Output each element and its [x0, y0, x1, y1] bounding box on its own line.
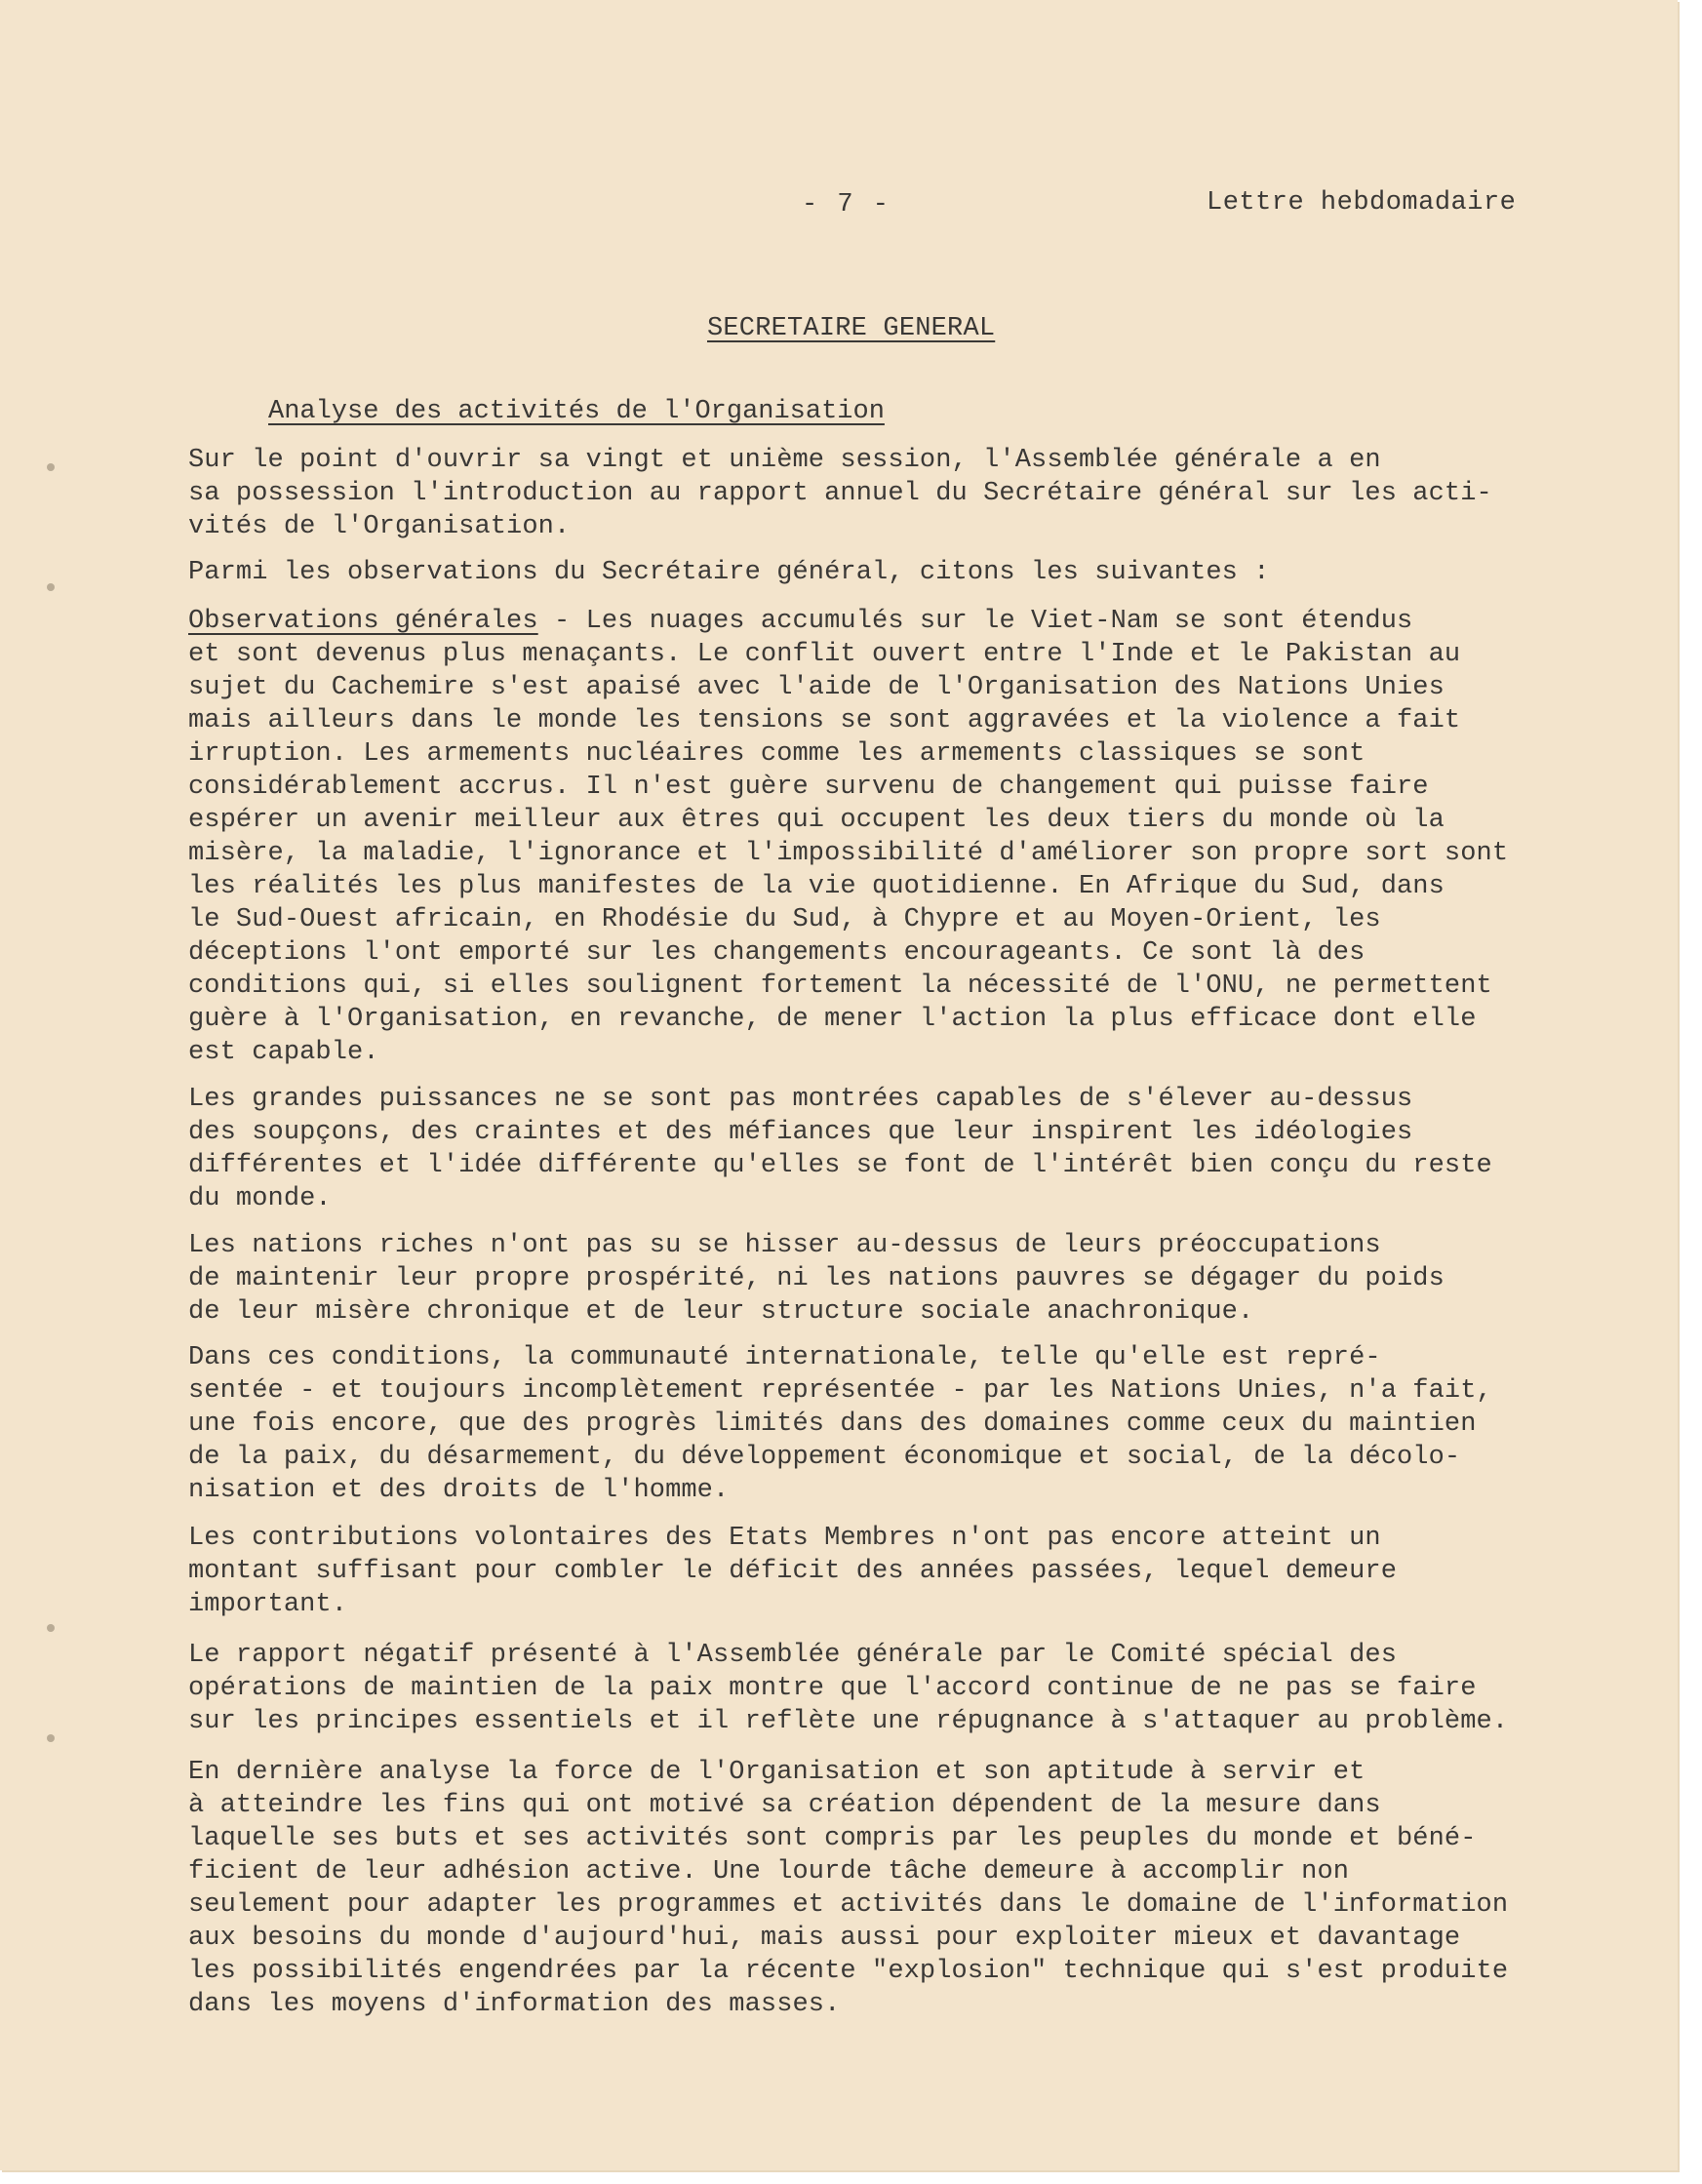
paragraph-rich-nations: Les nations riches n'ont pas su se hisser au-dessus de leurs préoccupations de maintenir leur propre prospérité, ni les nations pauvres se dégager du poids de leur misère chronique et de leur structure sociale anachronique.: [188, 1231, 1445, 1327]
general-observations-heading: Observations générales: [188, 607, 538, 636]
running-header: Lettre hebdomadaire: [1207, 188, 1517, 218]
section-title: SECRETAIRE GENERAL: [707, 314, 996, 343]
paragraph-great-powers: Les grandes puissances ne se sont pas montrées capables de s'élever au-dessus des soupçons, des craintes et des méfiances que leur inspirent les idéologies différentes et l'idée différente qu'elles se font de l'intérêt bien conçu du reste du monde.: [188, 1085, 1492, 1213]
paragraph-international-community: Dans ces conditions, la communauté internationale, telle qu'elle est repré- sentée - et toujours incomplètement représentée - par les Nations Unies, n'a fait, une fois encore, que des progrès limités dans des domaines comme ceux du maintien de la paix, du désarmement, du développement économique et social, de la décolo- nisation et des droits de l'homme.: [188, 1343, 1492, 1505]
punch-mark: [47, 1624, 55, 1632]
punch-mark: [47, 583, 55, 591]
paragraph-observations-lead: Parmi les observations du Secrétaire général, citons les suivantes :: [188, 558, 1270, 587]
paragraph-general-observations: [188, 605, 1554, 1069]
subsection-title: Analyse des activités de l'Organisation: [268, 397, 885, 426]
general-observations-body: - Les nuages accumulés sur le Viet-Nam se sont étendus et sont devenus plus menaçants. Le conflit ouvert entre l'Inde et le Pakistan au sujet du Cachemire s'est apaisé avec l'aide de l'Organisation des Nations Unies mais ailleurs dans le monde les tensions se sont aggravées et la violence a fait irruption. Les armements nucléaires comme les armements classiques se sont considérablement accrus. Il n'est guère survenu de changement qui puisse faire espérer un avenir meilleur aux êtres qui occupent les deux tiers du monde où la misère, la maladie, l'ignorance et l'impossibilité d'améliorer son propre sort sont les réalités les plus manifestes de la vie quotidienne. En Afrique du Sud, dans le Sud-Ouest africain, en Rhodésie du Sud, à Chypre et au Moyen-Orient, les déceptions l'ont emporté sur les changements encourageants. Ce sont là des conditions qui, si elles soulignent fortement la nécessité de l'ONU, ne permettent guère à l'Organisation, en revanche, de mener l'action la plus efficace dont elle est capable.: [188, 607, 1509, 1067]
paragraph-contributions: Les contributions volontaires des Etats Membres n'ont pas encore atteint un montant suffisant pour combler le déficit des années passées, lequel demeure important.: [188, 1524, 1397, 1619]
paragraph-intro: Sur le point d'ouvrir sa vingt et unième session, l'Assemblée générale a en sa possession l'introduction au rapport annuel du Secrétaire général sur les acti- vités de l'Organisation.: [188, 446, 1492, 541]
paragraph-final-analysis: En dernière analyse la force de l'Organisation et son aptitude à servir et à atteindre les fins qui ont motivé sa création dépendent de la mesure dans laquelle ses buts et ses activités sont compris par les peuples du monde et béné- ficient de leur adhésion active. Une lourde tâche demeure à accomplir non seulement pour adapter les programmes et activités dans le domaine de l'information aux besoins du monde d'aujourd'hui, mais aussi pour exploiter mieux et davantage les possibilités engendrées par la récente "explosion" technique qui s'est produite dans les moyens d'information des masses.: [188, 1758, 1509, 2019]
punch-mark: [47, 1734, 55, 1742]
page-number: - 7 -: [802, 190, 891, 219]
paragraph-peacekeeping-report: Le rapport négatif présenté à l'Assemblée générale par le Comité spécial des opérations de maintien de la paix montre que l'accord continue de ne pas se faire sur les principes essentiels et il reflète une répugnance à s'attaquer au problème.: [188, 1641, 1509, 1736]
punch-mark: [47, 463, 55, 471]
